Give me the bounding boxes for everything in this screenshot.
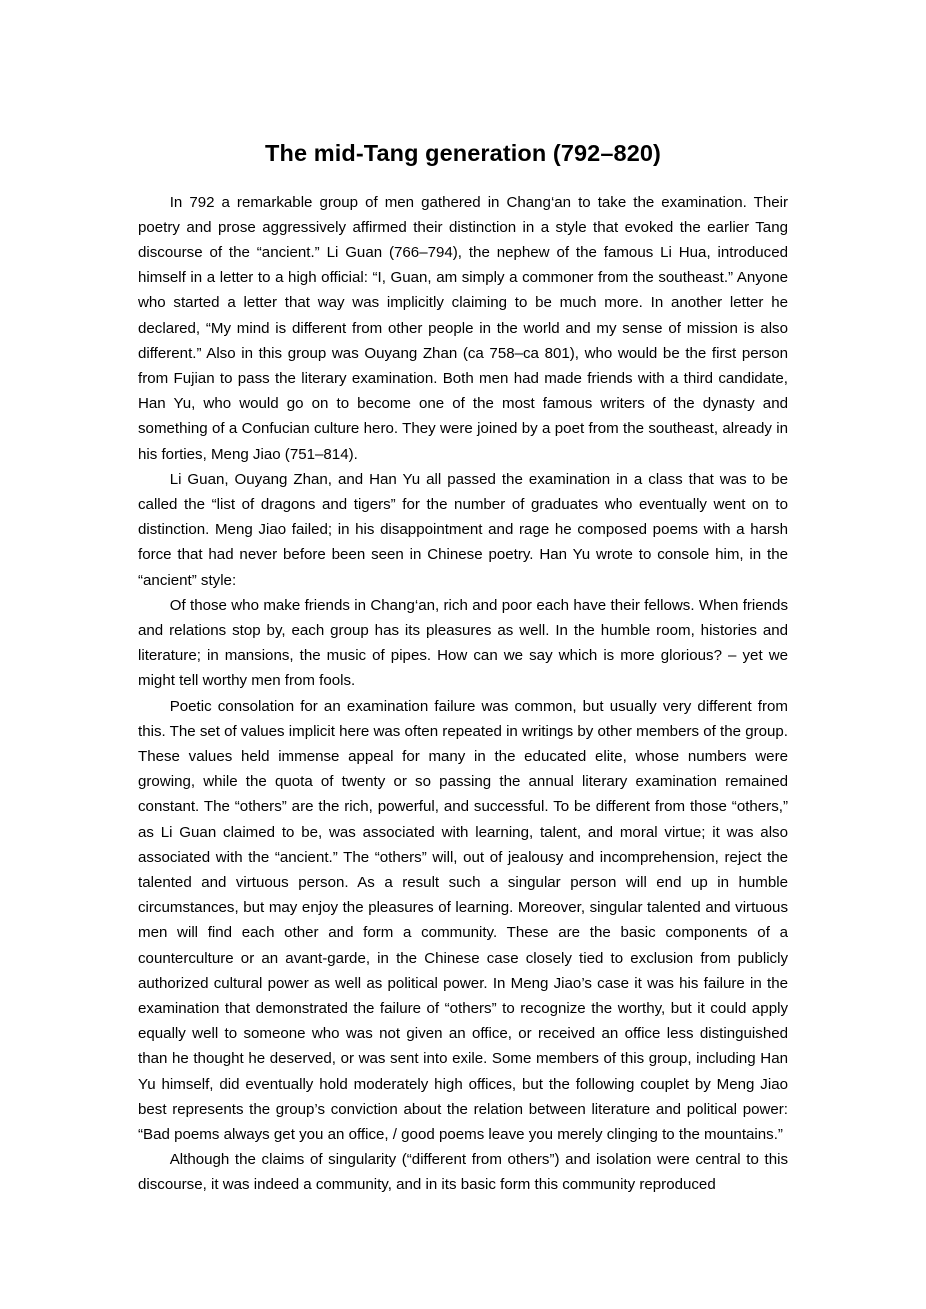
body-paragraph-4: Poetic consolation for an examination failure was common, but usually very different from this. The set of values implicit here was often repeated in writings by other members of the group. These values held immense appeal for many in the educated elite, whose numbers were growing, while the quota of twenty or so passing the annual literary examination remained constant. The “others” are the rich, powerful, and successful. To be different from those “others,” as Li Guan claimed to be, was associated with learning, talent, and moral virtue; it was also associated with the “ancient.” The “others” will, out of jealousy and incomprehension, reject the talented and virtuous person. As a result such a singular person will end up in humble circumstances, but may enjoy the pleasures of learning. Moreover, singular talented and virtuous men will find each other and form a community. These are the basic components of a counterculture or an avant-garde, in the Chinese case closely tied to exclusion from publicly authorized cultural power as well as political power. In Meng Jiao’s case it was his failure in the examination that demonstrated the failure of “others” to recognize the worthy, but it could apply equally well to someone who was not given an office, or received an office less distinguished than he thought he deserved, or was sent into exile. Some members of this group, including Han Yu himself, did eventually hold moderately high offices, but the following couplet by Meng Jiao best represents the group’s conviction about the relation between literature and political power: “Bad poems always get you an office, / good poems leave you merely clinging to the mountains.” — [138, 697, 788, 1144]
body-paragraph-1: In 792 a remarkable group of men gathered in Chang‘an to take the examination. Their poetry and prose aggressively affirmed their distinction in a style that evoked the earlier Tang discourse of the “ancient.” Li Guan (766–794), the nephew of the famous Li Hua, introduced himself in a letter to a high official: “I, Guan, am simply a commoner from the southeast.” Anyone who started a letter that way was implicitly claiming to be much more. In another letter he declared, “My mind is different from other people in the world and my sense of mission is also different.” Also in this group was Ouyang Zhan (ca 758–ca 801), who would be the first person from Fujian to pass the literary examination. Both men had made friends with a third candidate, Han Yu, who would go on to become one of the most famous writers of the dynasty and something of a Confucian culture hero. They were joined by a poet from the southeast, already in his forties, Meng Jiao (751–814). — [138, 193, 788, 463]
body-paragraph-3-quotation: Of those who make friends in Chang‘an, rich and poor each have their fellows. When friends and relations stop by, each group has its pleasures as well. In the humble room, histories and literature; in mansions, the music of pipes. How can we say which is more glorious? – yet we might tell worthy men from fools. — [138, 596, 788, 690]
body-paragraph-2: Li Guan, Ouyang Zhan, and Han Yu all passed the examination in a class that was to be called the “list of dragons and tigers” for the number of graduates who eventually went on to distinction. Meng Jiao failed; in his disappointment and rage he composed poems with a harsh force that had never before been seen in Chinese poetry. Han Yu wrote to console him, in the “ancient” style: — [138, 470, 788, 589]
page-title: The mid-Tang generation (792–820) — [265, 140, 661, 166]
body-paragraph-5: Although the claims of singularity (“different from others”) and isolation were central to this discourse, it was indeed a community, and in its basic form this community reproduced — [138, 1151, 788, 1194]
